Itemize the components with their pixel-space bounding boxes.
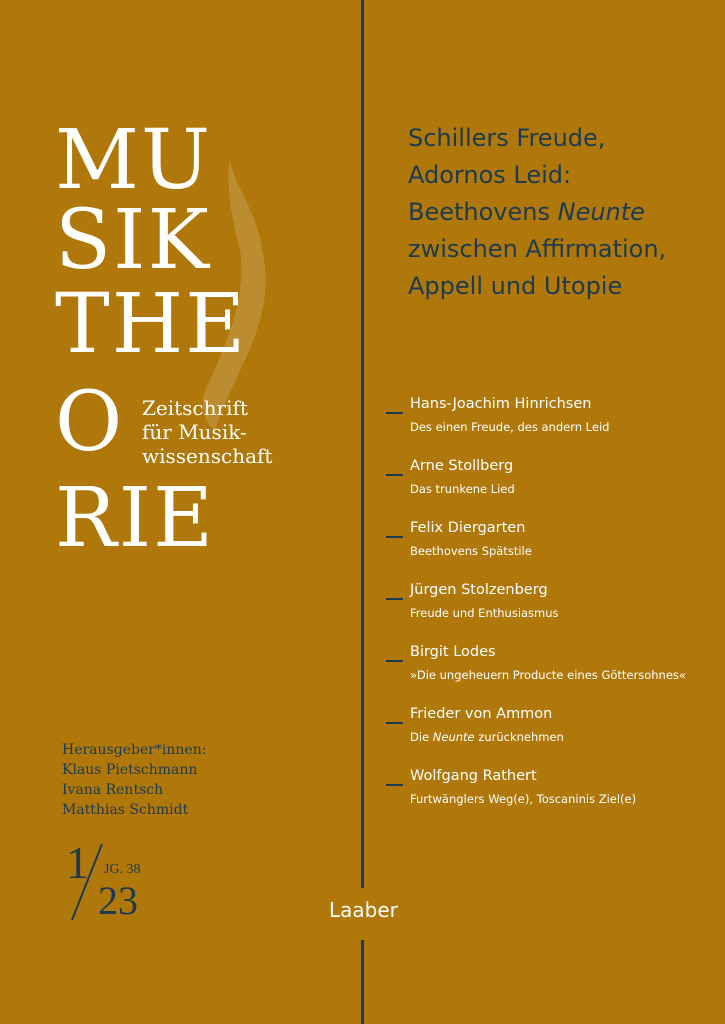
subtitle-line: wissenschaft [142,444,273,468]
editor-name: Matthias Schmidt [62,802,189,818]
toc-item [386,644,716,706]
toc-title: »Die ungeheuern Producte eines Göttersohnes« [410,668,686,682]
toc-title: Freude und Enthusiasmus [410,606,559,620]
toc-author: Frieder von Ammon [410,706,553,722]
toc-author: Arne Stollberg [410,458,514,474]
table-of-contents [386,396,716,830]
toc-item [386,458,716,520]
toc-dash [386,412,403,414]
journal-subtitle [142,396,272,468]
toc-author: Hans-Joachim Hinrichsen [410,396,592,412]
toc-author: Birgit Lodes [410,644,496,660]
headline-italic: Neunte [557,198,645,226]
editor-name: Klaus Pietschmann [62,762,198,778]
publisher-logo: Laaber [329,898,398,922]
toc-dash [386,598,403,600]
toc-title-text: zurücknehmen [474,730,564,744]
toc-dash [386,722,403,724]
headline-line: zwischen Affirmation, [408,235,667,263]
toc-author: Wolfgang Rathert [410,768,537,784]
issue-volume: JG. 38 [104,862,141,877]
toc-dash [386,474,403,476]
toc-author: Felix Diergarten [410,520,526,536]
masthead-line-3: THE [55,277,248,372]
toc-title: Beethovens Spätstile [410,544,532,558]
toc-item [386,520,716,582]
toc-title-italic: Neunte [432,730,475,744]
vertical-divider-lower [361,940,364,1024]
toc-title [410,730,564,744]
toc-item [386,706,716,768]
editors-block [62,740,206,820]
editors-heading: Herausgeber*innen: [62,742,207,758]
masthead-line-1: MU [55,113,213,208]
headline-text: Beethovens [408,198,558,226]
vertical-divider [361,0,364,888]
headline-line [408,194,708,231]
toc-item [386,768,716,830]
toc-dash [386,784,403,786]
toc-title: Das trunkene Lied [410,482,515,496]
headline-line: Schillers Freude, [408,124,606,152]
toc-title: Furtwänglers Weg(e), Toscaninis Ziel(e) [410,792,637,806]
toc-dash [386,536,403,538]
toc-dash [386,660,403,662]
masthead-line-5: RIE [55,471,215,566]
issue-headline [408,120,708,305]
issue-year: 23 [98,878,138,923]
headline-line: Adornos Leid: [408,161,572,189]
masthead-line-4: O [55,375,125,470]
toc-title: Des einen Freude, des andern Leid [410,420,610,434]
subtitle-line: Zeitschrift [142,396,248,420]
headline-line: Appell und Utopie [408,272,623,300]
toc-item [386,582,716,644]
toc-item [386,396,716,458]
editor-name: Ivana Rentsch [62,782,164,798]
toc-title-text: Die [410,730,433,744]
toc-author: Jürgen Stolzenberg [410,582,548,598]
subtitle-line: für Musik- [142,420,247,444]
masthead-line-2: SIK [55,193,211,288]
issue-number: 1 [66,837,89,888]
